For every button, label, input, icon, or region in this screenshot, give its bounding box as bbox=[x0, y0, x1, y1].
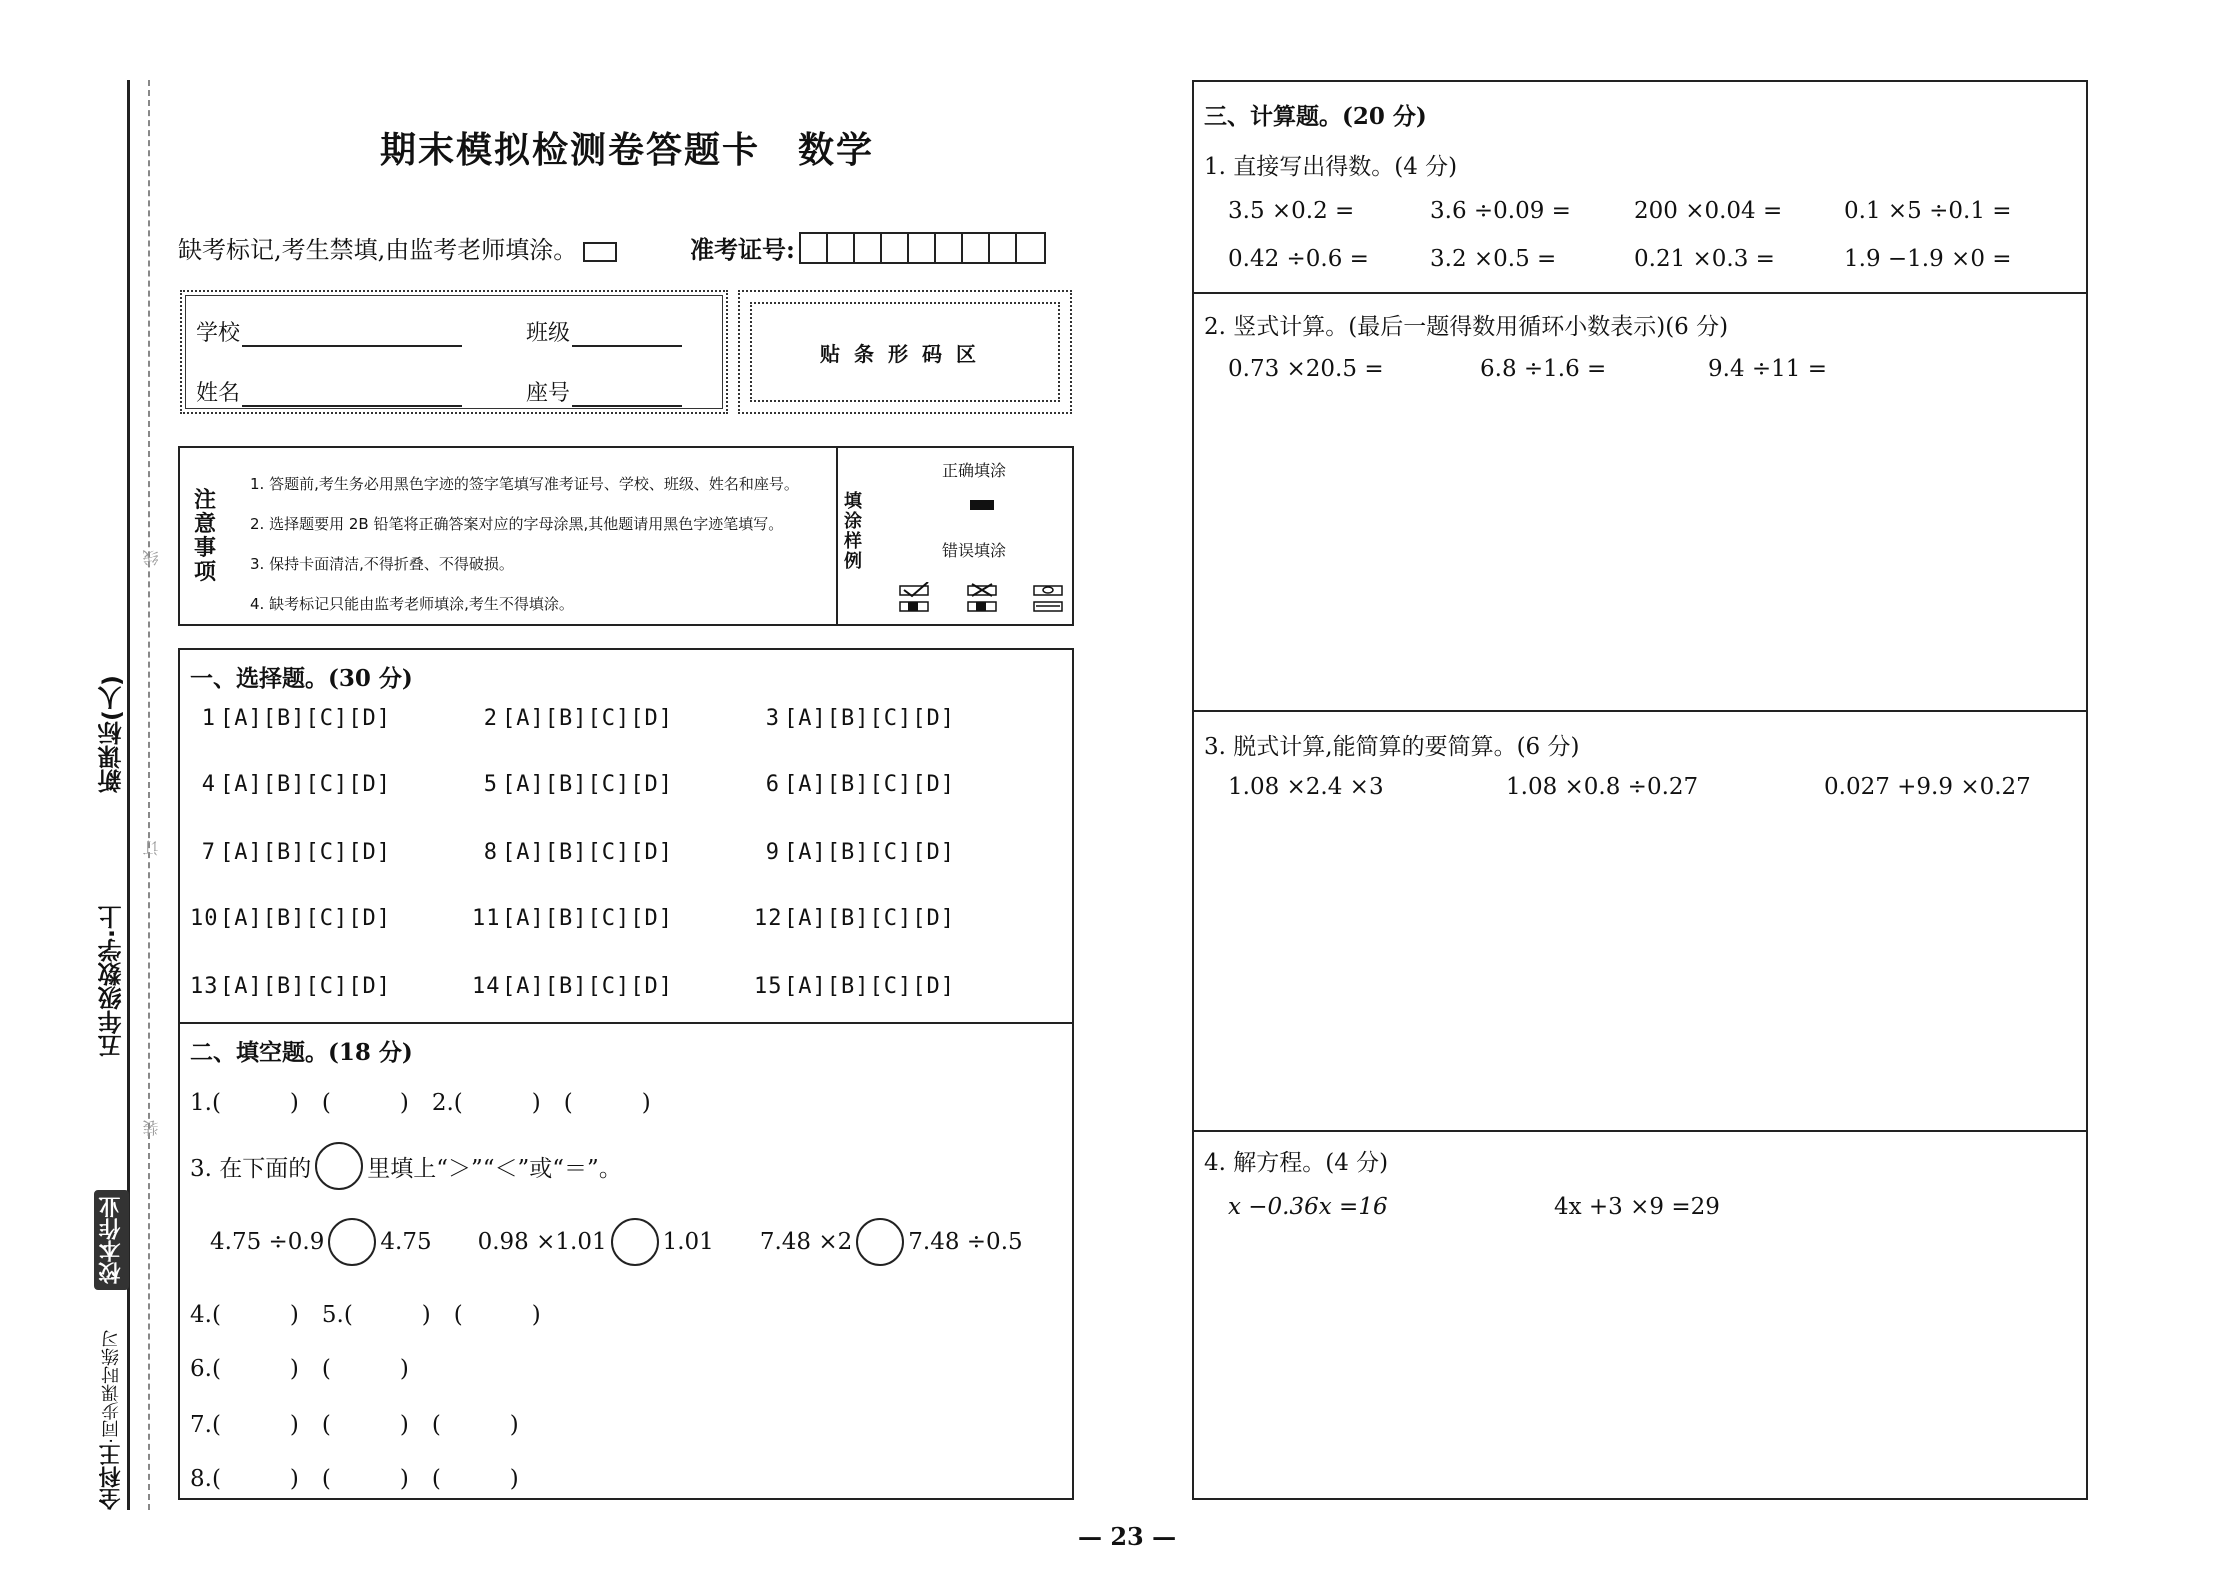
choice-options[interactable]: [A][B][C][D] bbox=[220, 840, 391, 865]
calc-p1-item: 0.21 ×0.3 = bbox=[1634, 246, 1775, 272]
choice-options[interactable]: [A][B][C][D] bbox=[220, 974, 391, 999]
fill-q4-q5[interactable]: 4.( ) 5.( ) ( ) bbox=[190, 1302, 541, 1328]
choice-question-4[interactable] bbox=[190, 772, 391, 797]
choice-number: 13 bbox=[190, 974, 219, 999]
choice-options[interactable]: [A][B][C][D] bbox=[784, 906, 955, 931]
student-info-box bbox=[180, 290, 728, 414]
choice-number: 12 bbox=[754, 906, 783, 931]
choice-question-7[interactable] bbox=[190, 840, 391, 865]
compare-circle-1[interactable] bbox=[328, 1218, 376, 1266]
choice-options[interactable]: [A][B][C][D] bbox=[784, 706, 955, 731]
choice-question-10[interactable] bbox=[190, 906, 391, 931]
choice-options[interactable]: [A][B][C][D] bbox=[784, 772, 955, 797]
calc-p4-title: 4. 解方程。(4 分) bbox=[1204, 1150, 1389, 1176]
calc-p1-item: 3.6 ÷0.09 = bbox=[1430, 198, 1571, 224]
fill-q1-q2[interactable]: 1.( ) ( ) 2.( ) ( ) bbox=[190, 1090, 651, 1116]
correct-fill-label: 正确填涂 bbox=[942, 461, 1007, 480]
wrong-fill-examples bbox=[896, 582, 1066, 618]
choice-options[interactable]: [A][B][C][D] bbox=[502, 906, 673, 931]
fill-q7[interactable]: 7.( ) ( ) ( ) bbox=[190, 1412, 519, 1438]
calc-p4-item: 4x +3 ×9 =29 bbox=[1554, 1194, 1720, 1220]
choice-number: 6 bbox=[765, 772, 780, 797]
notice-title: 注意事项 bbox=[194, 487, 217, 585]
page-title: 期末模拟检测卷答题卡 数学 bbox=[380, 129, 875, 171]
binding-mark-zhuang: 装 bbox=[142, 1120, 161, 1136]
choice-options[interactable]: [A][B][C][D] bbox=[220, 906, 391, 931]
calc-p2-item: 0.73 ×20.5 = bbox=[1228, 356, 1384, 382]
notice-item: 3. 保持卡面清洁,不得折叠、不得破损。 bbox=[250, 555, 514, 573]
choice-number: 10 bbox=[190, 906, 219, 931]
exam-number-label: 准考证号: bbox=[690, 235, 795, 264]
binding-grade: 五年级数学·上 bbox=[98, 905, 126, 1059]
barcode-area bbox=[738, 290, 1072, 414]
choice-section bbox=[178, 648, 1074, 1024]
calc-p1-item: 1.9 −1.9 ×0 = bbox=[1844, 246, 2012, 272]
correct-fill-mark bbox=[970, 500, 994, 510]
choice-number: 4 bbox=[201, 772, 216, 797]
absent-checkbox[interactable] bbox=[583, 242, 617, 262]
compare-circle-2[interactable] bbox=[611, 1218, 659, 1266]
barcode-label: 贴条形码区 bbox=[750, 302, 1060, 402]
choice-question-3[interactable] bbox=[754, 706, 955, 731]
calc-p2-item: 9.4 ÷11 = bbox=[1708, 356, 1828, 382]
calc-p3-title: 3. 脱式计算,能简算的要简算。(6 分) bbox=[1204, 734, 1580, 760]
binding-mark-xian: 线 bbox=[142, 550, 161, 566]
fill-section bbox=[178, 1022, 1074, 1500]
compare-row: 4.75 ÷0.9 4.75 0.98 ×1.01 1.01 7.48 ×2 7.48 ÷0.5 bbox=[210, 1218, 1023, 1266]
choice-options[interactable]: [A][B][C][D] bbox=[502, 840, 673, 865]
binding-badge: 校本作业 bbox=[94, 1190, 129, 1290]
choice-question-14[interactable] bbox=[472, 974, 673, 999]
choice-number: 5 bbox=[483, 772, 498, 797]
calc-p2-item: 6.8 ÷1.6 = bbox=[1480, 356, 1607, 382]
calc-part3 bbox=[1192, 710, 2088, 1132]
calc-p3-item: 1.08 ×0.8 ÷0.27 bbox=[1506, 774, 1699, 800]
wrong-fill-label: 错误填涂 bbox=[942, 541, 1007, 560]
calc-p1-item: 0.1 ×5 ÷0.1 = bbox=[1844, 198, 2012, 224]
choice-options[interactable]: [A][B][C][D] bbox=[784, 974, 955, 999]
compare-circle-3[interactable] bbox=[856, 1218, 904, 1266]
binding-mark-ding: 订 bbox=[142, 840, 161, 856]
notice-item: 2. 选择题要用 2B 铅笔将正确答案对应的字母涂黑,其他题请用黑色字迹笔填写。 bbox=[250, 515, 784, 533]
notice-divider bbox=[836, 448, 838, 624]
choice-options[interactable]: [A][B][C][D] bbox=[220, 706, 391, 731]
fill-q6[interactable]: 6.( ) ( ) bbox=[190, 1356, 409, 1382]
choice-number: 7 bbox=[201, 840, 216, 865]
calc-p1-item: 0.42 ÷0.6 = bbox=[1228, 246, 1369, 272]
choice-number: 1 bbox=[201, 706, 216, 731]
choice-question-13[interactable] bbox=[190, 974, 391, 999]
calc-p3-item: 0.027 +9.9 ×0.27 bbox=[1824, 774, 2031, 800]
choice-question-12[interactable] bbox=[754, 906, 955, 931]
fill-example-title: 填涂样例 bbox=[844, 491, 862, 572]
choice-question-8[interactable] bbox=[472, 840, 673, 865]
notice-items bbox=[250, 464, 799, 624]
calc-p3-item: 1.08 ×2.4 ×3 bbox=[1228, 774, 1384, 800]
notice-item: 1. 答题前,考生务必用黑色字迹的签字笔填写准考证号、学校、班级、姓名和座号。 bbox=[250, 475, 799, 493]
choice-number: 11 bbox=[472, 906, 501, 931]
choice-question-6[interactable] bbox=[754, 772, 955, 797]
binding-solid-line bbox=[127, 80, 130, 1510]
exam-number-cells[interactable] bbox=[799, 232, 1046, 264]
choice-number: 2 bbox=[483, 706, 498, 731]
choice-number: 9 bbox=[765, 840, 780, 865]
binding-dashed-line bbox=[148, 80, 150, 1510]
absent-mark bbox=[178, 230, 617, 265]
binding-brand: 全科王·同步课时练习 bbox=[99, 1330, 124, 1510]
choice-question-1[interactable] bbox=[190, 706, 391, 731]
choice-options[interactable]: [A][B][C][D] bbox=[220, 772, 391, 797]
binding-edition: 新课标(人) bbox=[98, 675, 126, 793]
choice-section-title: 一、选择题。(30 分) bbox=[190, 665, 413, 692]
calc-part1 bbox=[1192, 80, 2088, 294]
absent-text: 缺考标记,考生禁填,由监考老师填涂。 bbox=[178, 236, 578, 264]
calc-section-title: 三、计算题。(20 分) bbox=[1204, 103, 1427, 130]
fill-section-title: 二、填空题。(18 分) bbox=[190, 1039, 413, 1066]
calc-p1-item: 200 ×0.04 = bbox=[1634, 198, 1783, 224]
calc-p4-item: x −0.36x =16 bbox=[1228, 1194, 1388, 1220]
choice-question-11[interactable] bbox=[472, 906, 673, 931]
calc-part4 bbox=[1192, 1130, 2088, 1500]
name-field[interactable]: 姓名 bbox=[196, 376, 462, 407]
choice-number: 3 bbox=[765, 706, 780, 731]
choice-options[interactable]: [A][B][C][D] bbox=[502, 706, 673, 731]
choice-question-2[interactable] bbox=[472, 706, 673, 731]
page-number: — 23 — bbox=[1078, 1522, 1177, 1551]
seat-field[interactable]: 座号 bbox=[526, 376, 682, 407]
choice-options[interactable]: [A][B][C][D] bbox=[502, 974, 673, 999]
choice-question-9[interactable] bbox=[754, 840, 955, 865]
choice-question-5[interactable] bbox=[472, 772, 673, 797]
calc-p1-title: 1. 直接写出得数。(4 分) bbox=[1204, 154, 1458, 180]
school-field[interactable]: 学校 bbox=[196, 316, 462, 347]
notice-box bbox=[178, 446, 1074, 626]
exam-number bbox=[690, 230, 1046, 265]
notice-item: 4. 缺考标记只能由监考老师填涂,考生不得填涂。 bbox=[250, 595, 574, 613]
choice-number: 14 bbox=[472, 974, 501, 999]
fill-q3-instruction: 3. 在下面的 里填上“＞”“＜”或“＝”。 bbox=[190, 1142, 622, 1190]
choice-options[interactable]: [A][B][C][D] bbox=[502, 772, 673, 797]
class-field[interactable]: 班级 bbox=[526, 316, 682, 347]
choice-number: 8 bbox=[483, 840, 498, 865]
calc-p1-item: 3.2 ×0.5 = bbox=[1430, 246, 1557, 272]
calc-part2 bbox=[1192, 292, 2088, 712]
choice-question-15[interactable] bbox=[754, 974, 955, 999]
compare-circle-icon bbox=[315, 1142, 363, 1190]
calc-p1-item: 3.5 ×0.2 = bbox=[1228, 198, 1355, 224]
fill-q8[interactable]: 8.( ) ( ) ( ) bbox=[190, 1466, 519, 1492]
choice-number: 15 bbox=[754, 974, 783, 999]
choice-options[interactable]: [A][B][C][D] bbox=[784, 840, 955, 865]
calc-p2-title: 2. 竖式计算。(最后一题得数用循环小数表示)(6 分) bbox=[1204, 314, 1729, 340]
